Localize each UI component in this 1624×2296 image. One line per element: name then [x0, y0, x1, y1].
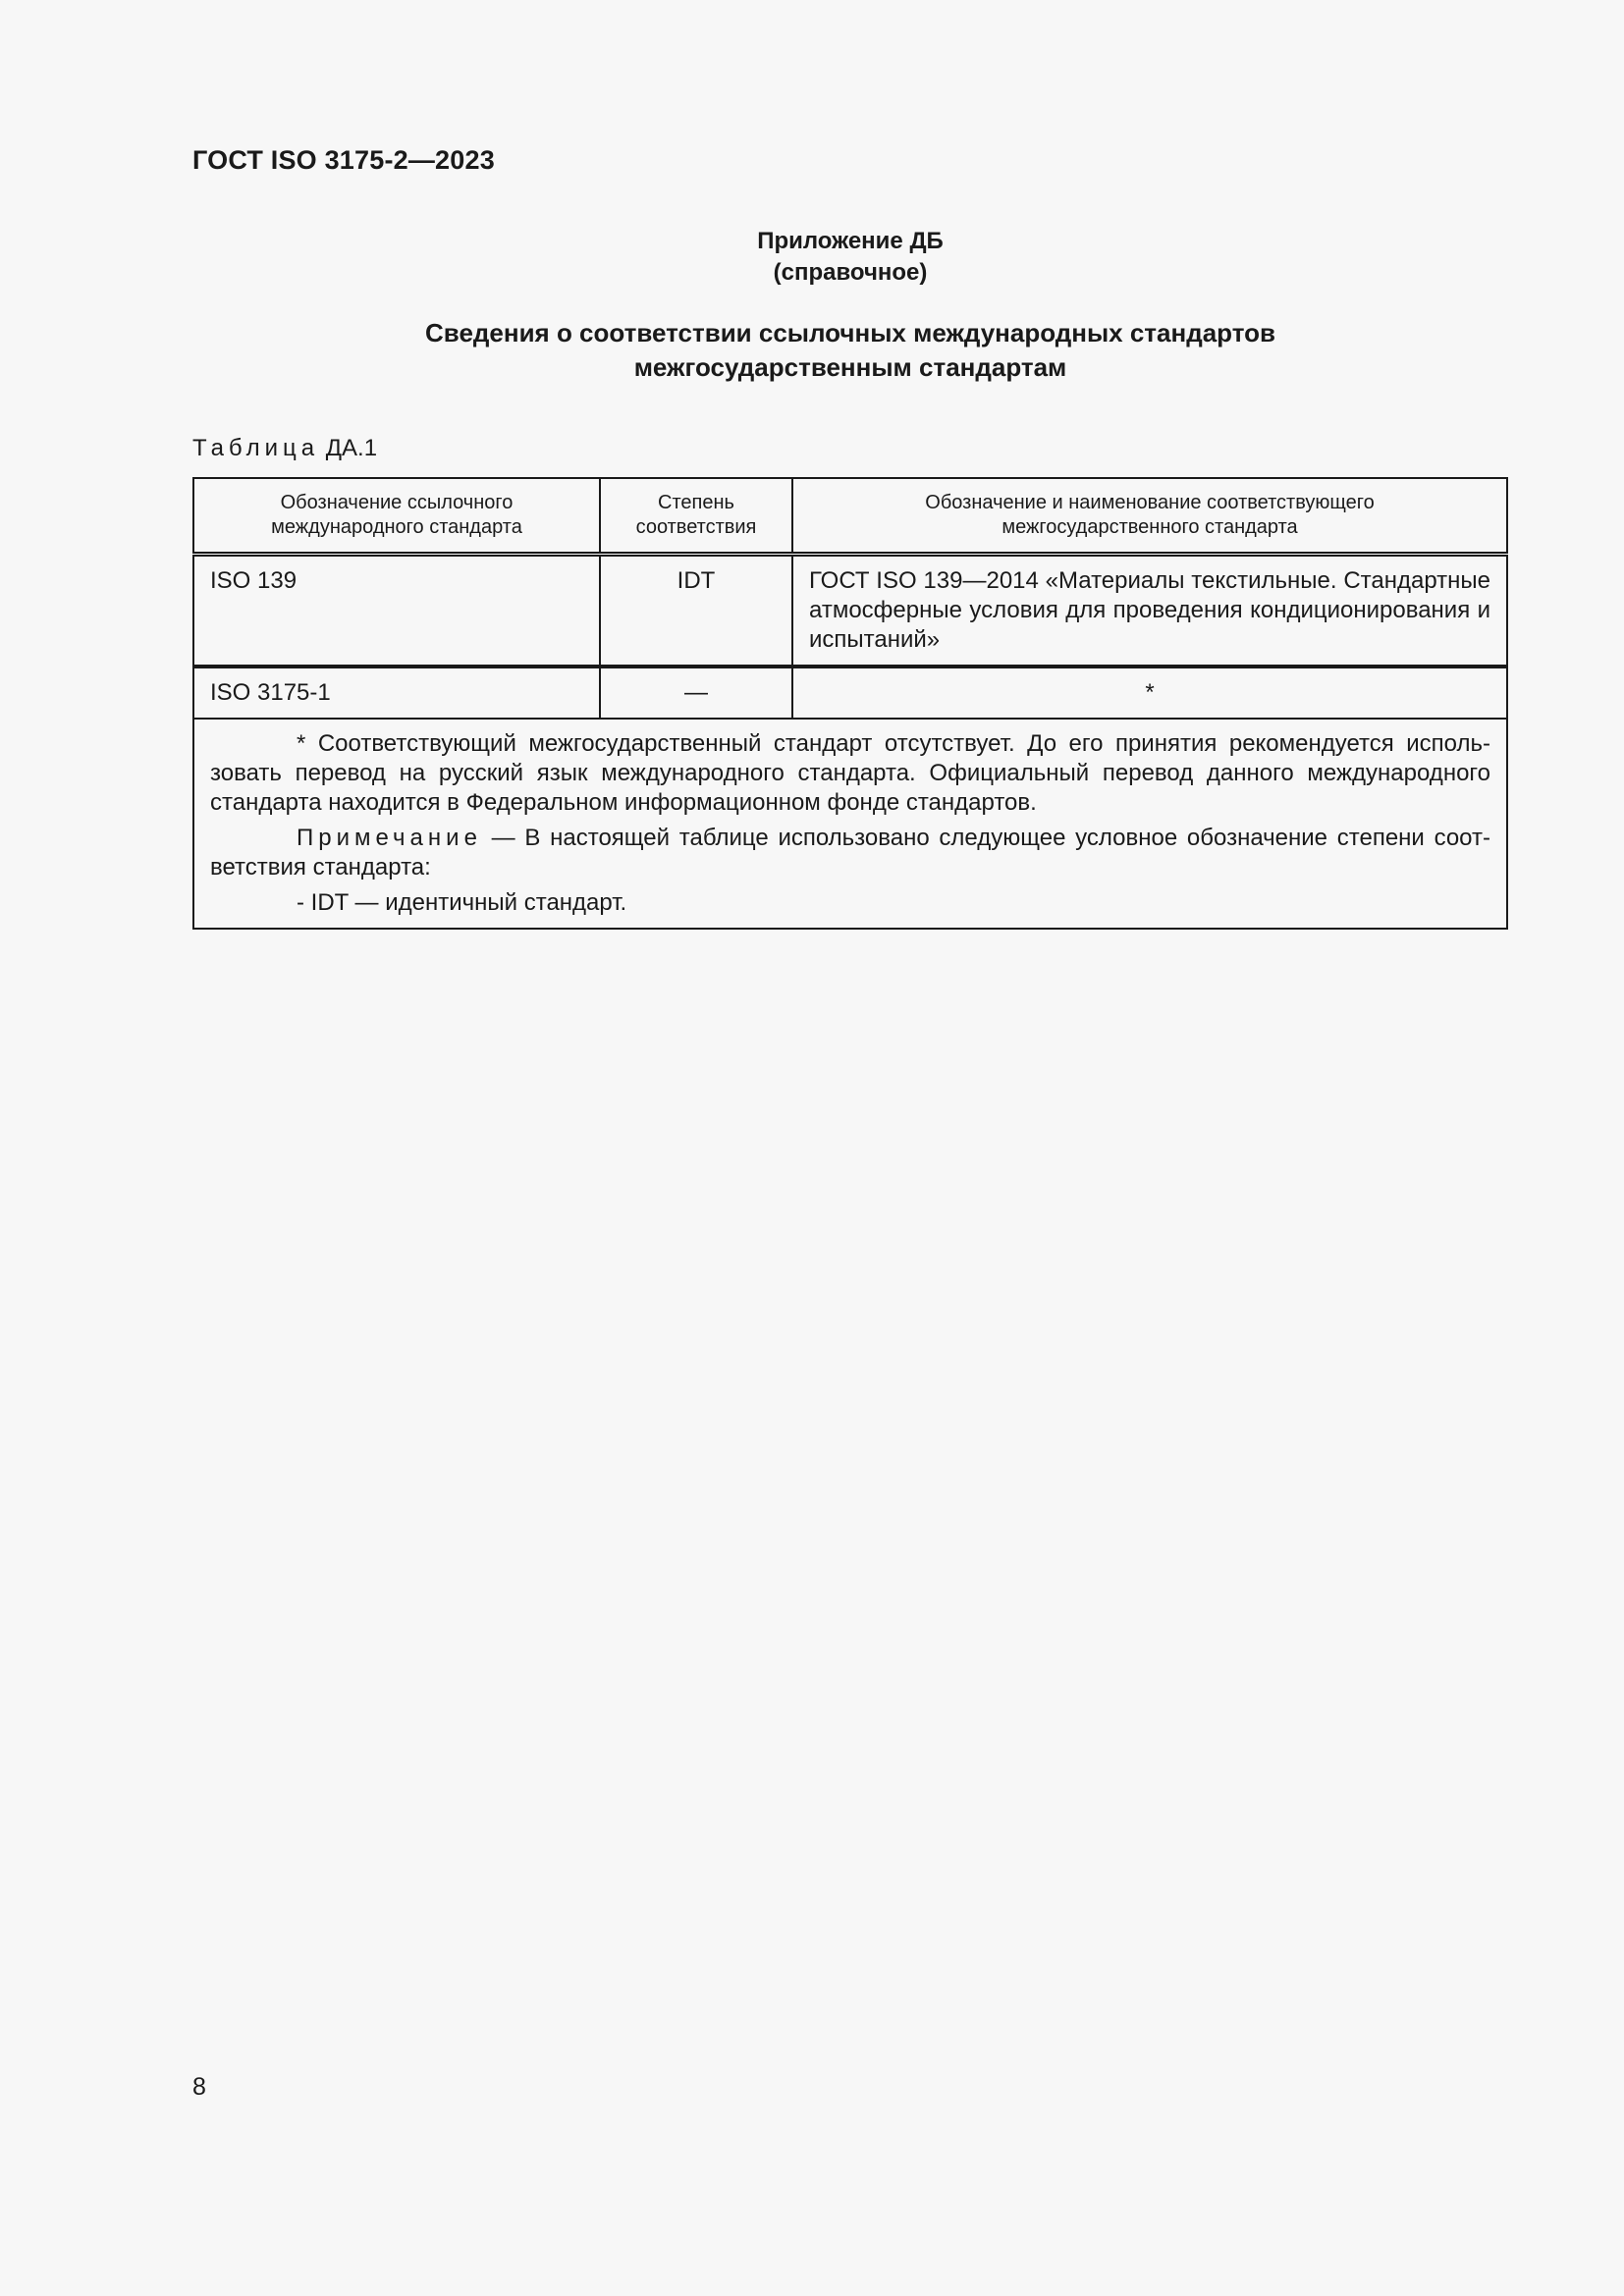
reference-table	[192, 477, 1508, 930]
header-ref-standard	[193, 478, 600, 555]
cell-degree: —	[600, 667, 792, 719]
header-degree	[600, 478, 792, 555]
table-caption-number: ДА.1	[325, 435, 378, 461]
section-title	[192, 316, 1508, 385]
header-ref-standard-line2: международного стандарта	[271, 516, 522, 538]
section-title-line1: Сведения о соответствии ссылочных международных стандартов	[425, 318, 1275, 347]
note-item: - IDT — идентичный стандарт.	[297, 889, 627, 916]
annex-title: Приложение ДБ	[757, 228, 944, 254]
document-code: ГОСТ ISO 3175-2—2023	[192, 145, 495, 175]
page-number: 8	[192, 2073, 206, 2101]
table-notes	[193, 719, 1507, 929]
header-gost	[792, 478, 1507, 555]
table-header-row	[193, 478, 1507, 555]
annex-type: (справочное)	[773, 259, 928, 286]
header-gost-line2: межгосударственного стандарта	[1001, 516, 1298, 538]
table-caption-prefix: Таблица	[192, 435, 320, 461]
footnote: * Соответствующий межгосударственный стандарт отсутствует. До его принятия рекомендуется использовать перевод на русский язык международного стандарта. Официальный перевод данного международного стандарта находится в Федеральном информационном фонде стандартов.	[210, 730, 1490, 816]
note-label: Примечание	[297, 825, 482, 851]
header-degree-line1: Степень	[658, 492, 734, 513]
table-caption	[192, 435, 377, 462]
cell-ref: ISO 139	[193, 555, 600, 667]
header-ref-standard-line1: Обозначение ссылочного	[280, 492, 514, 513]
note-text: — В настоящей таблице использовано следующее условное обозначение степени соответствия стандарта:	[210, 825, 1490, 881]
cell-gost: ГОСТ ISO 139—2014 «Материалы текстильные. Стандартные атмосферные условия для проведения кондиционирования и испытаний»	[792, 555, 1507, 667]
table-notes-row	[193, 719, 1507, 929]
section-title-line2: межгосударственным стандартам	[633, 352, 1067, 382]
header-degree-line2: соответствия	[635, 516, 757, 538]
cell-gost: *	[792, 667, 1507, 719]
cell-degree: IDT	[600, 555, 792, 667]
note	[210, 824, 1490, 882]
header-gost-line1: Обозначение и наименование соответствующего	[925, 492, 1375, 513]
annex-heading	[192, 226, 1508, 289]
table-row	[193, 667, 1507, 719]
cell-ref: ISO 3175-1	[193, 667, 600, 719]
table-row	[193, 555, 1507, 667]
